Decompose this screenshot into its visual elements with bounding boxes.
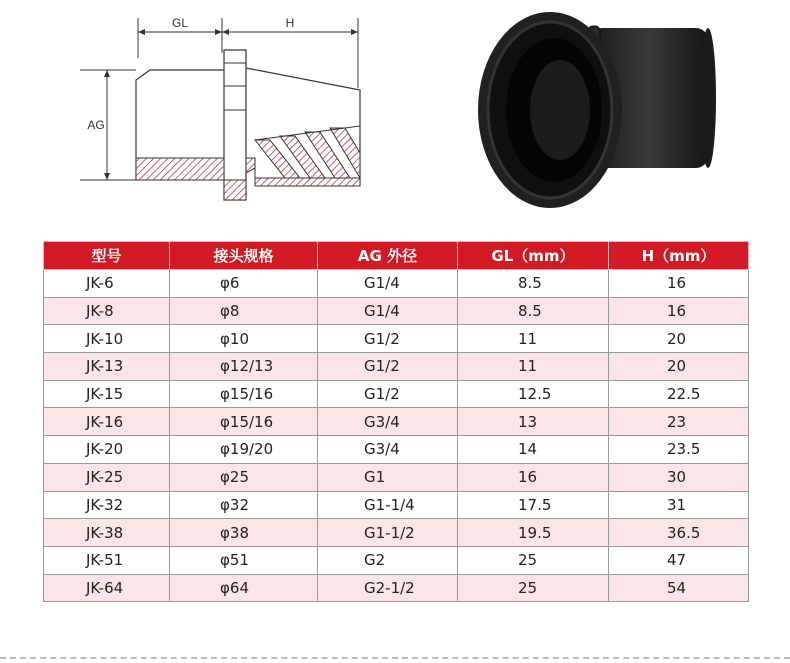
table-cell: G1-1/4 — [318, 491, 458, 519]
table-cell: 31 — [609, 491, 749, 519]
table-cell: 25 — [458, 546, 609, 574]
table-cell: φ19/20 — [170, 436, 318, 464]
table-cell: G3/4 — [318, 436, 458, 464]
table-cell: G1/2 — [318, 325, 458, 353]
table-row — [44, 270, 749, 298]
table-cell: 30 — [609, 463, 749, 491]
table-cell: G3/4 — [318, 408, 458, 436]
table-cell: φ15/16 — [170, 408, 318, 436]
table-row — [44, 574, 749, 602]
table-cell: G1-1/2 — [318, 519, 458, 547]
product-photo — [470, 6, 720, 212]
table-cell: φ8 — [170, 297, 318, 325]
dashed-divider — [0, 657, 790, 659]
table-cell: G2-1/2 — [318, 574, 458, 602]
table-cell: 23.5 — [609, 436, 749, 464]
table-cell: G1/2 — [318, 380, 458, 408]
table-row — [44, 353, 749, 381]
table-row — [44, 491, 749, 519]
column-header-h: H（mm） — [609, 242, 749, 270]
column-header-model: 型号 — [44, 242, 170, 270]
table-cell: φ10 — [170, 325, 318, 353]
table-cell: JK-13 — [44, 353, 170, 381]
table-cell: φ51 — [170, 546, 318, 574]
table-cell: φ12/13 — [170, 353, 318, 381]
table-cell: G2 — [318, 546, 458, 574]
table-cell: JK-51 — [44, 546, 170, 574]
table-cell: φ15/16 — [170, 380, 318, 408]
column-header-gl: GL（mm） — [458, 242, 609, 270]
table-cell: 8.5 — [458, 297, 609, 325]
table-cell: 19.5 — [458, 519, 609, 547]
column-header-fitting-size: 接头规格 — [170, 242, 318, 270]
table-cell: φ25 — [170, 463, 318, 491]
table-cell: 14 — [458, 436, 609, 464]
table-row — [44, 380, 749, 408]
table-cell: 17.5 — [458, 491, 609, 519]
table-row — [44, 546, 749, 574]
table-cell: 16 — [609, 270, 749, 298]
table-cell: 11 — [458, 325, 609, 353]
table-cell: 47 — [609, 546, 749, 574]
table-cell: φ6 — [170, 270, 318, 298]
table-cell: 8.5 — [458, 270, 609, 298]
table-cell: 36.5 — [609, 519, 749, 547]
table-cell: G1/4 — [318, 297, 458, 325]
table-cell: JK-10 — [44, 325, 170, 353]
ag-label: AG — [87, 118, 105, 132]
table-row — [44, 297, 749, 325]
table-cell: JK-20 — [44, 436, 170, 464]
table-cell: 16 — [609, 297, 749, 325]
table-cell: 20 — [609, 325, 749, 353]
table-cell: φ64 — [170, 574, 318, 602]
table-row — [44, 463, 749, 491]
table-cell: 54 — [609, 574, 749, 602]
table-cell: 23 — [609, 408, 749, 436]
table-cell: JK-15 — [44, 380, 170, 408]
table-cell: 20 — [609, 353, 749, 381]
table-cell: 11 — [458, 353, 609, 381]
table-cell: JK-25 — [44, 463, 170, 491]
table-cell: JK-64 — [44, 574, 170, 602]
table-cell: JK-32 — [44, 491, 170, 519]
table-cell: 22.5 — [609, 380, 749, 408]
table-cell: φ32 — [170, 491, 318, 519]
table-cell: JK-8 — [44, 297, 170, 325]
spec-table — [43, 241, 749, 602]
table-cell: G1/4 — [318, 270, 458, 298]
table-row — [44, 519, 749, 547]
table-cell: JK-6 — [44, 270, 170, 298]
table-cell: JK-16 — [44, 408, 170, 436]
table-cell: JK-38 — [44, 519, 170, 547]
table-cell: 13 — [458, 408, 609, 436]
column-header-ag: AG 外径 — [318, 242, 458, 270]
table-cell: G1/2 — [318, 353, 458, 381]
table-row — [44, 325, 749, 353]
table-row — [44, 436, 749, 464]
table-cell: 25 — [458, 574, 609, 602]
h-label: H — [285, 16, 295, 30]
gl-label: GL — [171, 16, 189, 30]
table-row — [44, 408, 749, 436]
table-cell: φ38 — [170, 519, 318, 547]
table-cell: 12.5 — [458, 380, 609, 408]
dimension-drawing — [70, 8, 370, 208]
table-cell: G1 — [318, 463, 458, 491]
table-header-row — [44, 242, 749, 270]
table-cell: 16 — [458, 463, 609, 491]
